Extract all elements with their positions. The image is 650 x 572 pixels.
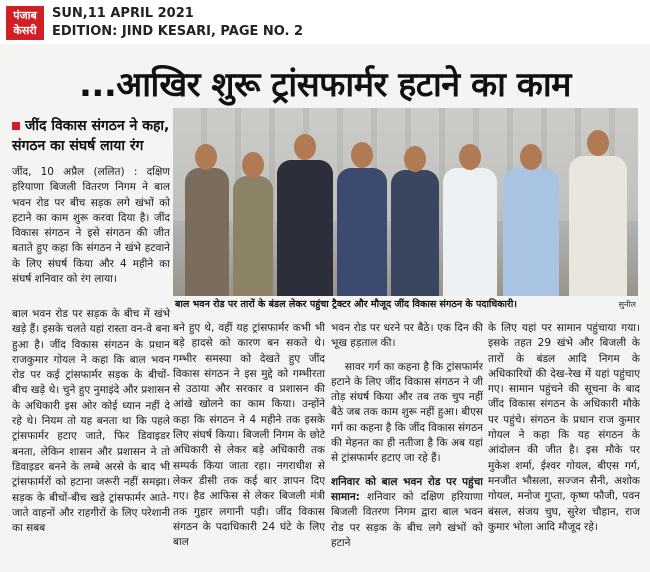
photo-person-head — [195, 144, 217, 170]
photo-caption: बाल भवन रोड पर तारों के बंडल लेकर पहुंचा ट्रैक्टर और मौजूद जींद विकास संगठन के पदाधिकारी। — [175, 299, 517, 310]
photo-person — [569, 156, 627, 296]
subhead-text: जींद विकास संगठन ने कहा, संगठन का संघर्ष लाया रंग — [12, 118, 170, 154]
photo-person-head — [242, 152, 264, 178]
article-subhead — [12, 116, 172, 156]
article-column-2 — [173, 321, 325, 569]
subsection-title: शनिवार को बाल भवन रोड पर पहुंचा सामान: — [331, 475, 483, 503]
photo-person — [337, 168, 387, 296]
paragraph: बाल भवन रोड पर सड़क के बीच में खंभे खड़े हैं। इसके चलते यहां रास्ता वन-वे बना हुआ है। जींद विकास संगठन के प्रधान राजकुमार गोयल ने कहा कि बाल भवन रोड पर कई ट्रांसफार्मर सड़क के बीचों-बीच खड़े थे। चुने हुए नुमाइंदे और प्रशासन के अधिकारी इस ओर कोई ध्यान नहीं दे रहे थे। नियम तो यह बनता था कि पहले ट्रांसफार्मर हटाए जाते, फिर डिवाइडर बनता, लेकिन शासन और प्रशासन ने तो डिवाइडर बनने के लम्बे अरसे के बाद भी ट्रांसफार्मरों को हटाना जरूरी नहीं समझा। सड़क के बीचों-बीच खड़े ट्रांसफार्मर आते-जाते वाहनों और राहगीरों के लिए परेशानी का सबब — [12, 308, 170, 535]
photo-person-head — [404, 146, 426, 172]
article-column-1-top — [12, 165, 170, 305]
article-column-3 — [331, 321, 483, 569]
photo-person-head — [351, 142, 373, 168]
article-photo[interactable] — [173, 108, 638, 296]
photo-person — [277, 160, 333, 296]
photo-person — [233, 176, 273, 296]
photo-person-head — [294, 134, 316, 160]
photo-person-head — [520, 144, 542, 170]
photo-person — [503, 168, 559, 296]
photo-person-head — [587, 130, 609, 156]
photo-person-head — [459, 144, 481, 170]
article-column-1-bottom — [12, 307, 170, 569]
paragraph: भवन रोड पर धरने पर बैठे। एक दिन की भूख हड़ताल की। — [331, 322, 483, 350]
paragraph — [331, 475, 483, 551]
newspaper-logo[interactable] — [6, 6, 44, 40]
edition-date: SUN,11 APRIL 2021 — [52, 6, 194, 21]
paragraph: जींद, 10 अप्रैल (ललित) : दक्षिण हरियाणा बिजली वितरण निगम ने बाल भवन रोड पर बीच सड़क लगे खंभों को हटाने का काम शुरू करवा दिया है। जींद विकास संगठन ने इसे संगठन की जीत बताते हुए कहा कि संगठन ने खंभे हटवाने के लिए संघर्ष किया और 4 महीने का संघर्ष शनिवार को रंग लाया। — [12, 166, 170, 286]
photo-credit: सुनील — [618, 300, 636, 309]
paragraph: के लिए यहां पर सामान पहुंचाया गया। इसके तहत 29 खंभे और बिजली के तारों के बंडल आदि निगम के अधिकारियों की देख-रेख में यहां पहुंचाए गए। सामान पहुंचने की सूचना के बाद जींद विकास संगठन के अधिकारी मौके पर पहुंचे। संगठन के प्रधान राज कुमार गोयल ने कहा कि यह संगठन के आंदोलन की जीत है। इस मौके पर मुकेश शर्मा, ईश्वर गोयल, बीएस गर्ग, मनजीत भौसला, सज्जन सैनी, अशोक गोयल, मनोज गुप्ता, कृष्ण फौजी, पवन बंसल, संजय चुघ, सुरेश चौहान, राज कुमार भोला आदि मौजूद रहे। — [488, 322, 640, 533]
photo-person — [185, 168, 229, 296]
logo-line1: पंजाब — [13, 9, 37, 22]
header — [0, 0, 650, 44]
photo-person — [391, 170, 439, 296]
paragraph: सावर गर्ग का कहना है कि ट्रांसफार्मर हटाने के लिए जींद विकास संगठन ने जी तोड़ संघर्ष किया और तब तक चुप नहीं बैठे जब तक काम शुरू नहीं हुआ। बीएस गर्ग का कहना है कि जींद विकास संगठन की मेहनत का ही नतीजा है कि अब यहां से ट्रांसफार्मर हटाए जा रहे हैं। — [331, 360, 483, 465]
article-column-4 — [488, 321, 640, 569]
logo-line2: केसरी — [13, 24, 37, 37]
subsection-text: शनिवार को दक्षिण हरियाणा बिजली वितरण निगम द्वारा बाल भवन रोड पर सड़क के बीच लगे खंभों को हटाने — [331, 490, 483, 549]
article-headline: ...आखिर शुरू ट्रांसफार्मर हटाने का काम — [79, 65, 571, 105]
bullet-square-icon — [12, 122, 20, 130]
paragraph: बने हुए थे, वहीं यह ट्रांसफार्मर कभी भी बड़े हादसे को कारण बन सकते थे। गम्भीर समस्या को देखते हुए जींद विकास संगठन ने इस मुद्दे को गम्भीरता से उठाया और सरकार व प्रशासन की आंखे खोलने का काम किया। उन्होंने कहा कि संगठन ने 4 महीने तक इसके लिए संघर्ष किया। बिजली निगम के छोटे अधिकारी से लेकर बड़े अधिकारी तक सम्पर्क किया जाता रहा। नगराधीश से लेकर डीसी तक कई बार ज्ञापन दिए गए। हैड आफिस से लेकर बिजली मंत्री तक गुहार लगानी पड़ी। जींद विकास संगठन के पदाधिकारी 24 घंटे के लिए बाल — [173, 322, 325, 549]
edition-info: EDITION: JIND KESARI, PAGE NO. 2 — [52, 24, 304, 39]
photo-person — [443, 168, 497, 296]
